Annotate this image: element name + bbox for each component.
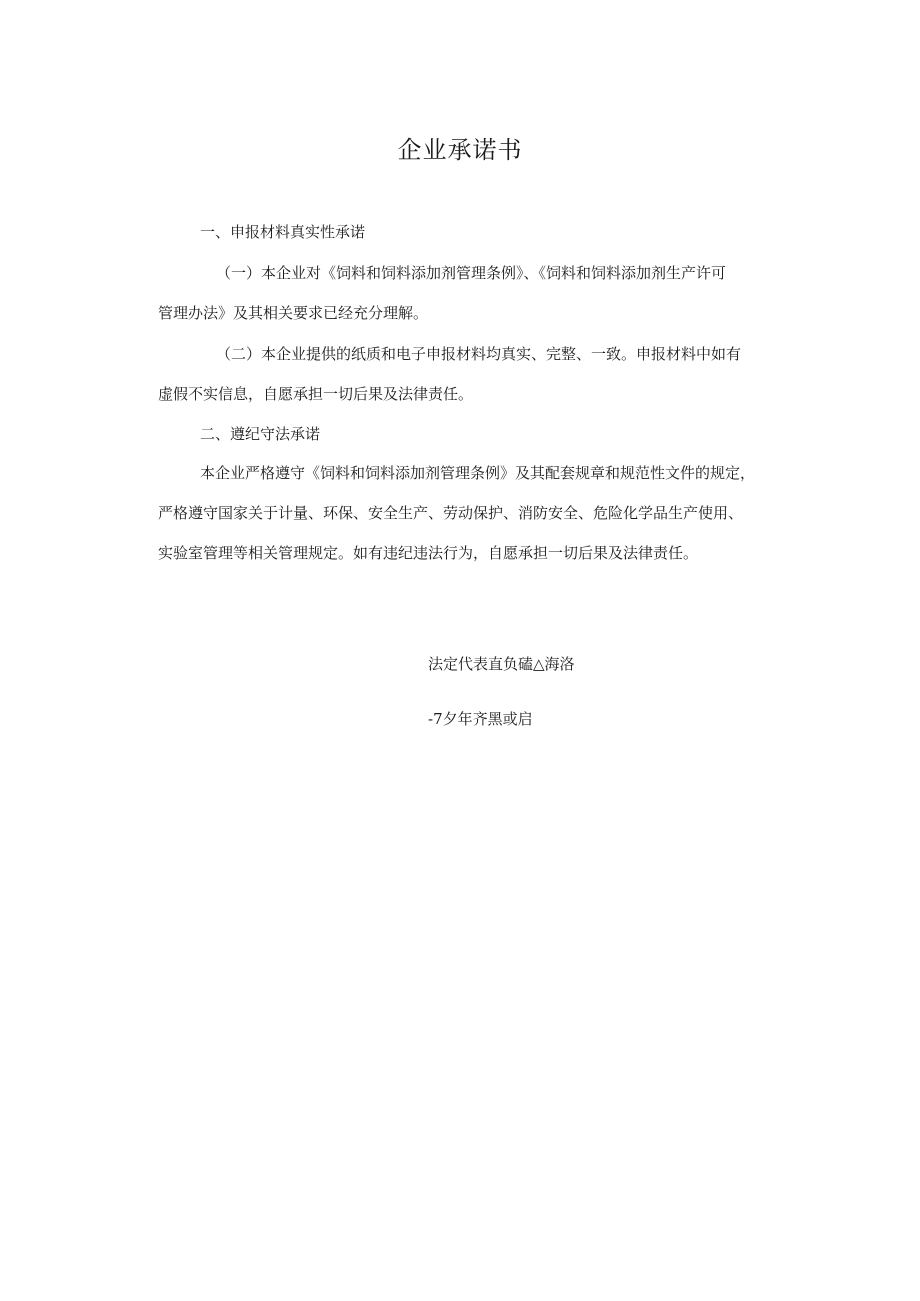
section2-heading: 二、遵纪守法承诺 [200,425,321,443]
document-title: 企业承诺书 [397,136,523,164]
section1-item2-line1: （二）本企业提供的纸质和电子申报材料均真实、完整、一致。申报材料中如有 [216,345,742,363]
date-line: -7夕年齐黑或启 [428,710,533,728]
signature-line: 法定代表直负磕△海洛 [428,655,575,673]
section1-heading: 一、申报材料真实性承诺 [200,223,366,241]
section1-item1-line1: （一）本企业对《饲料和饲料添加剂管理条例》、《饲料和饲料添加剂生产许可 [216,264,727,282]
section2-para-line2: 严格遵守国家关于计量、环保、安全生产、劳动保护、消防安全、危险化学品生产使用、 [158,504,744,522]
section2-para-line1: 本企业严格遵守《饲料和饲料添加剂管理条例》及其配套规章和规范性文件的规定， [200,464,756,482]
section1-item2-line2: 虚假不实信息，自愿承担一切后果及法律责任。 [158,385,474,403]
section2-para-line3: 实验室管理等相关管理规定。如有违纪违法行为，自愿承担一切后果及法律责任。 [158,544,699,562]
section1-item1-line2: 管理办法》及其相关要求已经充分理解。 [158,304,429,322]
